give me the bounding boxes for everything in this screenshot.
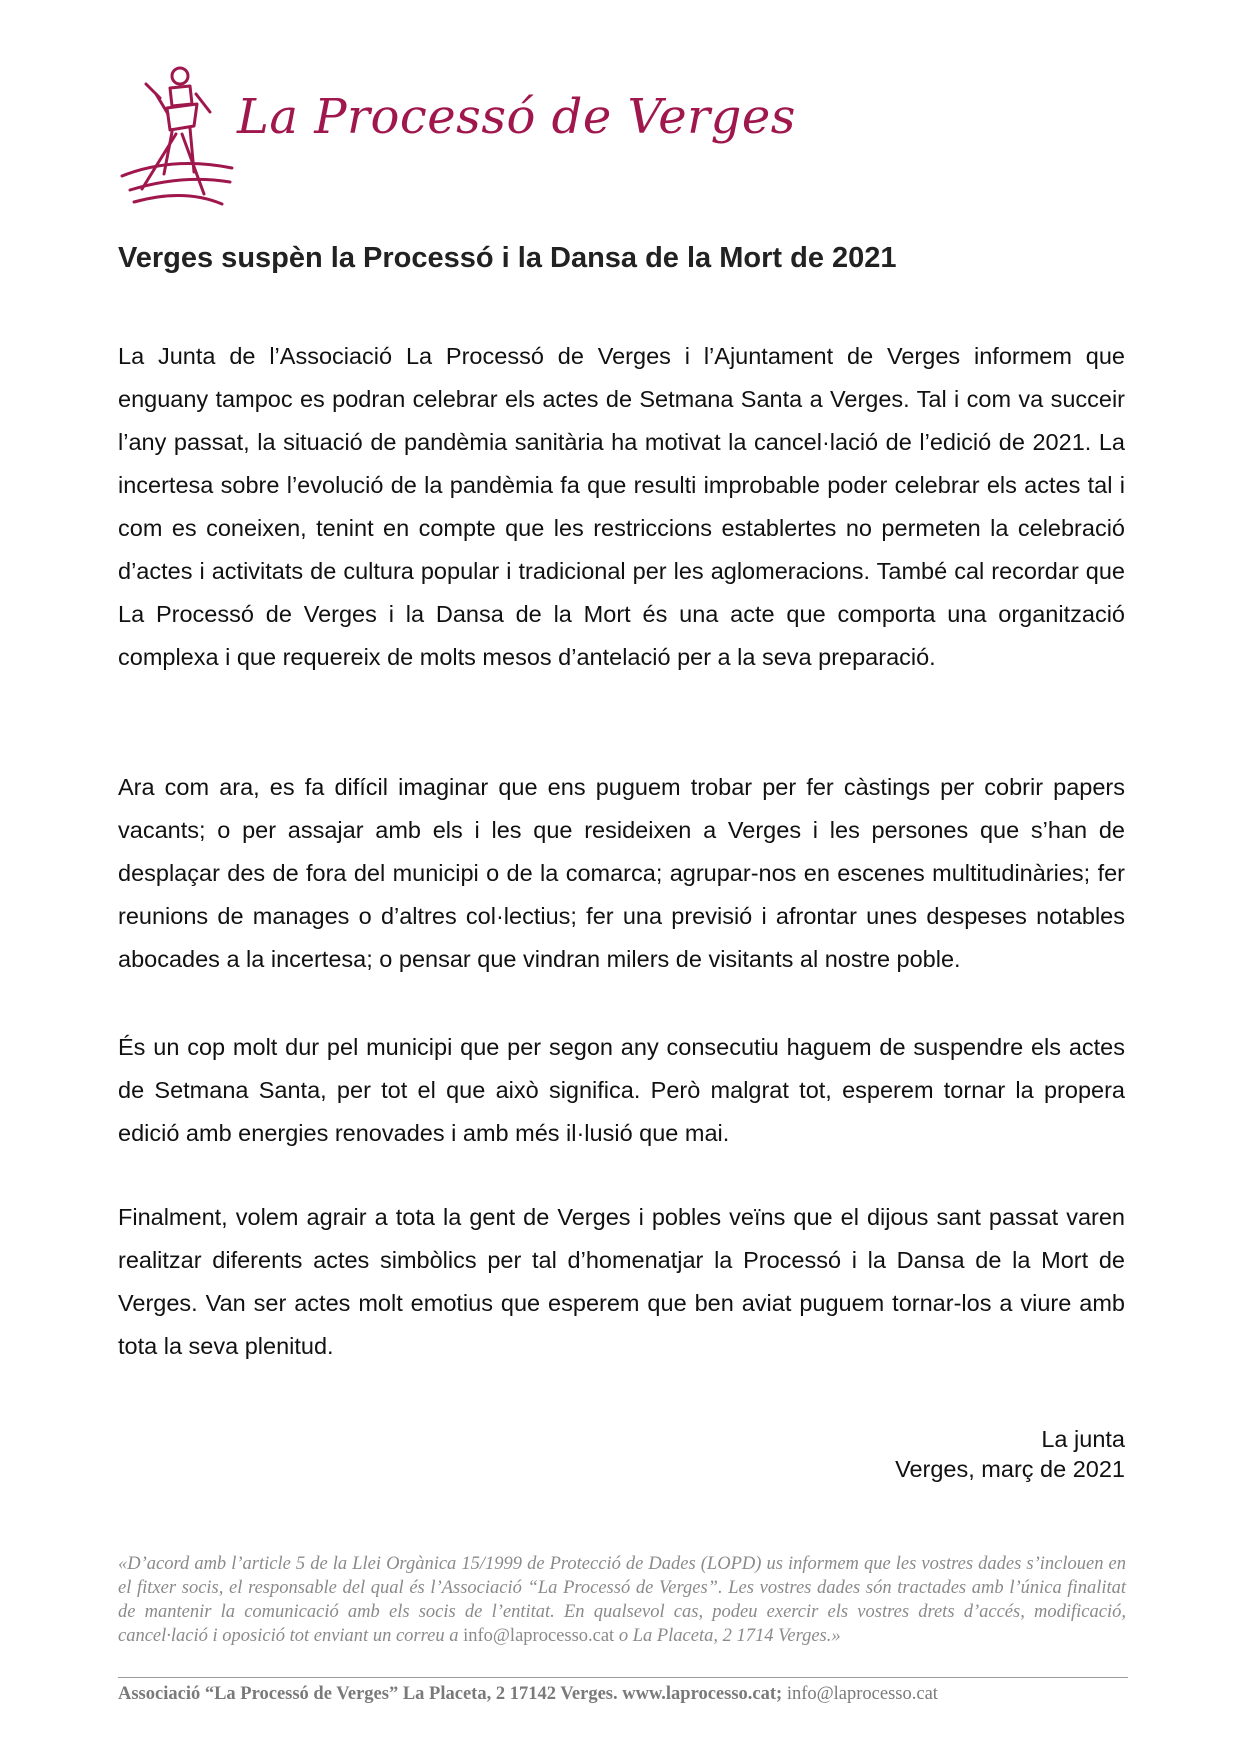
signature-place-date: Verges, març de 2021	[895, 1456, 1125, 1482]
document-title: Verges suspèn la Processó i la Dansa de la Mort de 2021	[118, 242, 897, 274]
legal-email-link[interactable]: info@laprocesso.cat	[463, 1626, 615, 1646]
page-footer	[118, 1684, 1128, 1705]
header-logo	[112, 64, 796, 214]
legal-text-after: o La Placeta, 2 1714 Verges.»	[614, 1626, 841, 1646]
data-protection-notice	[118, 1552, 1126, 1648]
processo-figure-icon	[112, 64, 242, 214]
body-paragraph-4: Finalment, volem agrair a tota la gent de Verges i pobles veïns que el dijous sant passat varen realitzar diferents actes simbòlics per tal d’homenatjar la Processó i la Dansa de la Mort de Verges. Van ser actes molt emotius que esperem que ben aviat puguem tornar-los a viure amb tota la seva plenitud.	[118, 1204, 1125, 1359]
legal-text-before: «D’acord amb l’article 5 de la Llei Orgànica 15/1999 de Protecció de Dades (LOPD) us informem que les vostres dades s’inclouen en el fitxer socis, el responsable del qual és l’Associació “La Processó de Verges”. Les vostres dades són tractades amb l’única finalitat de mantenir la comunicació amb els socis de l’entitat. En qualsevol cas, podeu exercir els vostres drets d’accés, modificació, cancel·lació i oposició tot enviant un correu a	[118, 1554, 1126, 1646]
footer-address: Associació “La Processó de Verges” La Placeta, 2 17142 Verges. www.laprocesso.cat;	[118, 1684, 783, 1704]
signature-signer: La junta	[1041, 1426, 1125, 1452]
signature-block	[895, 1424, 1125, 1484]
body-paragraph-2: Ara com ara, es fa difícil imaginar que ens puguem trobar per fer càstings per cobrir papers vacants; o per assajar amb els i les que resideixen a Verges i les persones que s’han de desplaçar des de fora del municipi o de la comarca; agrupar-nos en escenes multitudinàries; fer reunions de manages o d’altres col·lectius; fer una previsió i afrontar unes despeses notables abocades a la incertesa; o pensar que vindran milers de visitants al nostre poble.	[118, 774, 1125, 972]
footer-email-link[interactable]: info@laprocesso.cat	[782, 1684, 938, 1704]
logo-wordmark: La Processó de Verges	[237, 89, 796, 145]
body-paragraph-3: És un cop molt dur pel municipi que per segon any consecutiu haguem de suspendre els actes de Setmana Santa, per tot el que això significa. Però malgrat tot, esperem tornar la propera edició amb energies renovades i amb més il·lusió que mai.	[118, 1034, 1125, 1146]
body-paragraph-1: La Junta de l’Associació La Processó de Verges i l’Ajuntament de Verges informem que enguany tampoc es podran celebrar els actes de Setmana Santa a Verges. Tal i com va succeir l’any passat, la situació de pandèmia sanitària ha motivat la cancel·lació de l’edició de 2021. La incertesa sobre l’evolució de la pandèmia fa que resulti improbable poder celebrar els actes tal i com es coneixen, tenint en compte que les restriccions establertes no permeten la celebració d’actes i activitats de cultura popular i tradicional per les aglomeracions. També cal recordar que La Processó de Verges i la Dansa de la Mort és una acte que comporta una organització complexa i que requereix de molts mesos d’antelació per a la seva preparació.	[118, 343, 1125, 670]
footer-divider	[118, 1677, 1128, 1678]
